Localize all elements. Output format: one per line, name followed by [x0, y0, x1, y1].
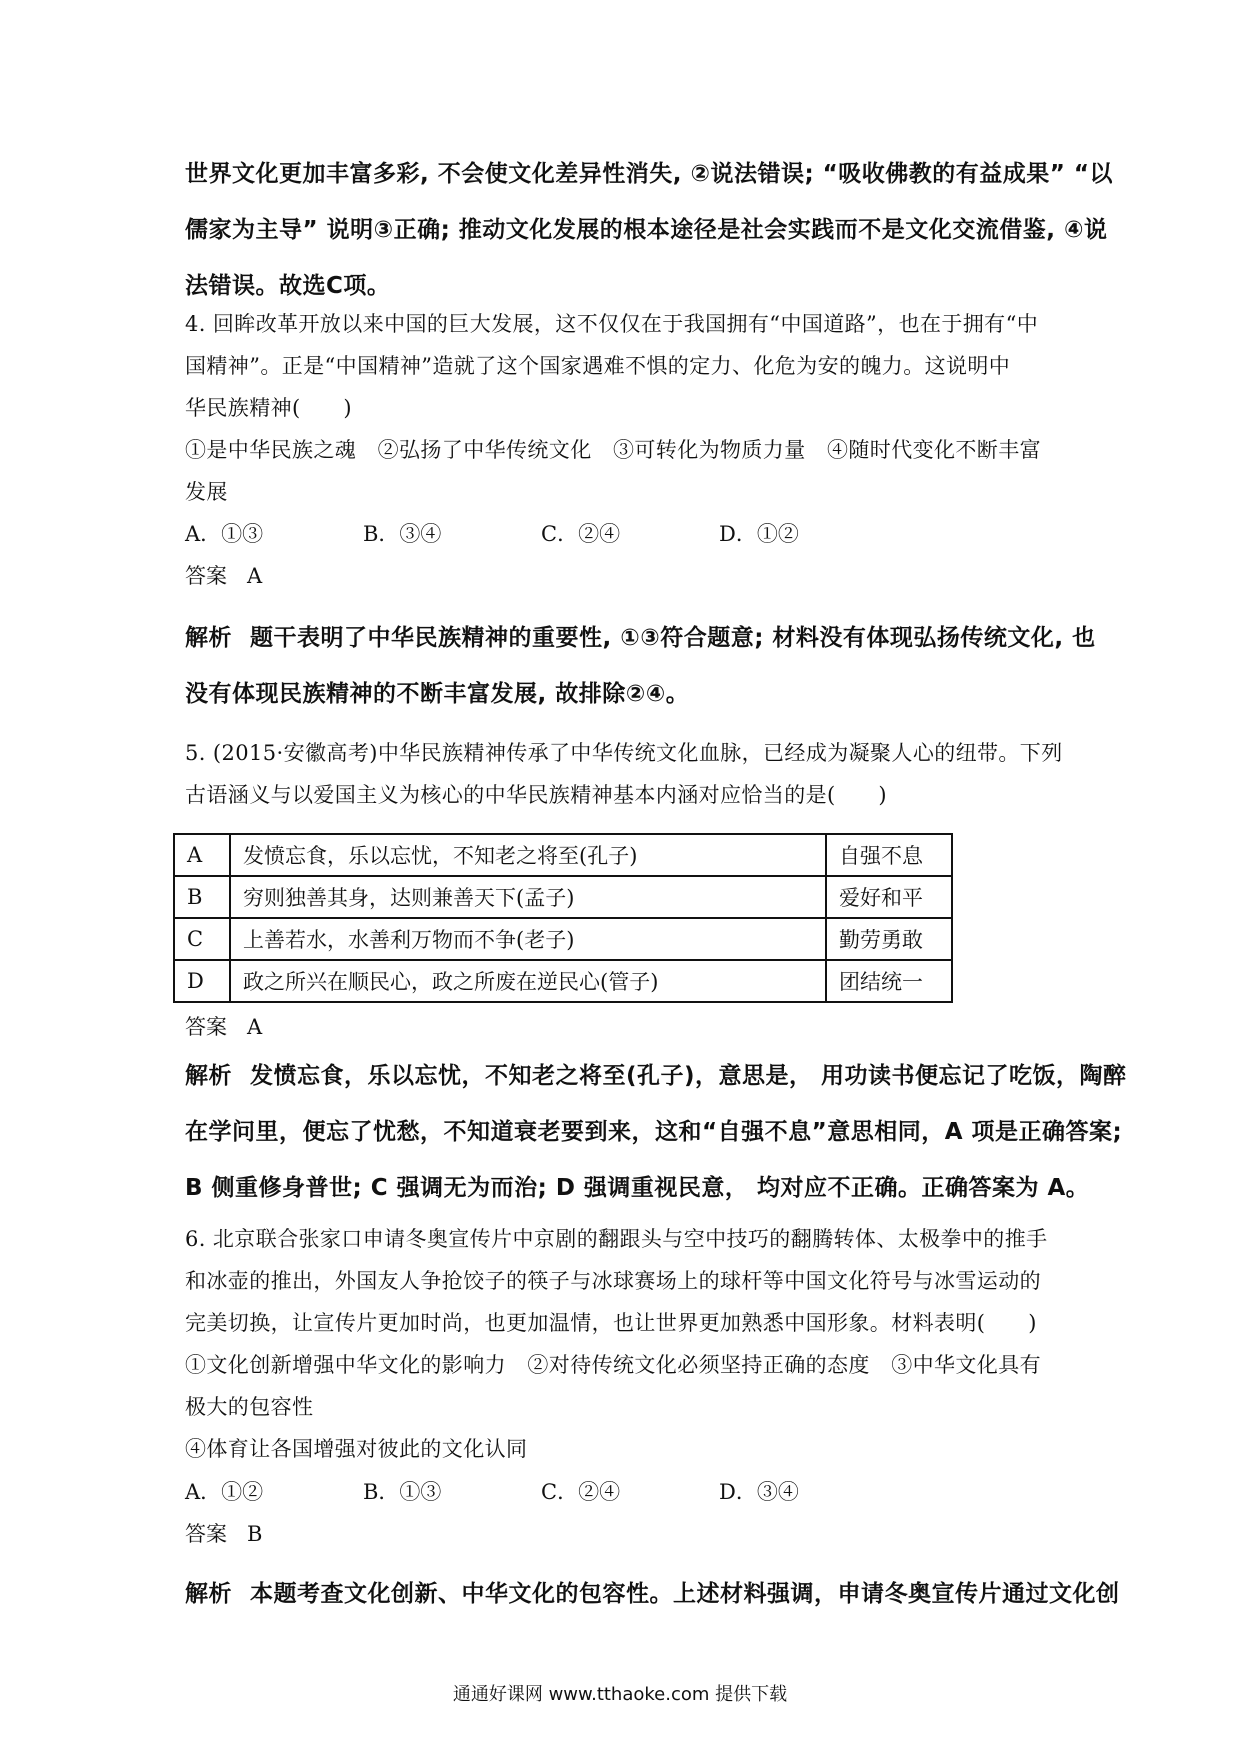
text-line: 5. (2015·安徽高考)中华民族精神传承了中华传统文化血脉，已经成为凝聚人心的纽带。下列: [185, 741, 1063, 765]
answer-label: 答案: [185, 564, 227, 588]
table-row: [174, 960, 952, 1002]
text-line: 华民族精神( ): [185, 396, 352, 420]
explanation-text: 发愤忘食，乐以忘忧，不知老之将至(孔子)，意思是， 用功读书便忘记了吃饭，陶醉: [250, 1063, 1127, 1089]
option-a: A．①②: [185, 1480, 264, 1504]
option-b: B．①③: [363, 1480, 442, 1504]
text-line: 6. 北京联合张家口申请冬奥宣传片中京剧的翻跟头与空中技巧的翻腾转体、太极拳中的推手: [185, 1227, 1048, 1251]
answer-label: 答案: [185, 1015, 227, 1039]
answer-value: A: [247, 564, 263, 588]
table-cell: A: [174, 834, 230, 876]
text-line: B 侧重修身普世; C 强调无为而治; D 强调重视民意， 均对应不正确。正确答案为 A。: [185, 1175, 1090, 1201]
text-line: [185, 1566, 1120, 1622]
text-line: 极大的包容性: [185, 1395, 314, 1419]
option-d: D．③④: [719, 1480, 799, 1504]
text-line: 古语涵义与以爱国主义为核心的中华民族精神基本内涵对应恰当的是( ): [185, 783, 887, 807]
text-line: 法错误。故选C项。: [185, 273, 391, 299]
text-line: 儒家为主导” 说明③正确; 推动文化发展的根本途径是社会实践而不是文化交流借鉴, ④说: [185, 217, 1108, 243]
text-line: 4. 回眸改革开放以来中国的巨大发展，这不仅仅在于我国拥有“中国道路”，也在于拥有“中: [185, 312, 1039, 336]
question-5-explanation: [185, 1048, 1127, 1216]
table-cell: C: [174, 918, 230, 960]
text-line: 完美切换，让宣传片更加时尚，也更加温情，也让世界更加熟悉中国形象。材料表明( ): [185, 1311, 1037, 1335]
option-b: B．③④: [363, 522, 442, 546]
text-line: [185, 1048, 1127, 1104]
page-footer: 通通好课网 www.tthaoke.com 提供下载: [452, 1684, 788, 1705]
text-line: 发展: [185, 480, 228, 504]
question-6-answer: [185, 1513, 1065, 1555]
question-6-explanation: [185, 1566, 1120, 1622]
explanation-text: 题干表明了中华民族精神的重要性, ①③符合题意; 材料没有体现弘扬传统文化, 也: [250, 625, 1096, 651]
text-line: [185, 610, 1096, 666]
answer-label: 答案: [185, 1522, 227, 1546]
explanation-text: 本题考查文化创新、中华文化的包容性。上述材料强调，申请冬奥宣传片通过文化创: [250, 1581, 1120, 1607]
option-c: C．②④: [541, 1480, 621, 1504]
table-cell: 穷则独善其身，达则兼善天下(孟子): [230, 876, 826, 918]
question-6-stem: [185, 1218, 1065, 1470]
question-5-stem: [185, 732, 1065, 816]
table-cell: 团结统一: [826, 960, 952, 1002]
table-cell: 勤劳勇敢: [826, 918, 952, 960]
question-5-answer: [185, 1006, 1065, 1048]
explanation-label: 解析: [185, 625, 232, 651]
answer-value: B: [247, 1522, 263, 1546]
table-cell: D: [174, 960, 230, 1002]
table-row: [174, 876, 952, 918]
option-d: D．①②: [719, 522, 799, 546]
text-line: ①文化创新增强中华文化的影响力 ②对待传统文化必须坚持正确的态度 ③中华文化具有: [185, 1353, 1041, 1377]
explanation-label: 解析: [185, 1063, 232, 1089]
text-line: 和冰壶的推出，外国友人争抢饺子的筷子与冰球赛场上的球杆等中国文化符号与冰雪运动的: [185, 1269, 1041, 1293]
table-cell: 政之所兴在顺民心，政之所废在逆民心(管子): [230, 960, 826, 1002]
table-row: [174, 834, 952, 876]
table-cell: 上善若水，水善利万物而不争(老子): [230, 918, 826, 960]
table-cell: 自强不息: [826, 834, 952, 876]
question-4-explanation: [185, 610, 1096, 722]
question-6-options: [185, 1471, 1065, 1513]
explanation-label: 解析: [185, 1581, 232, 1607]
text-line: ①是中华民族之魂 ②弘扬了中华传统文化 ③可转化为物质力量 ④随时代变化不断丰富: [185, 438, 1041, 462]
question-4-stem: [185, 303, 1065, 513]
table-cell: 爱好和平: [826, 876, 952, 918]
option-c: C．②④: [541, 522, 621, 546]
text-line: ④体育让各国增强对彼此的文化认同: [185, 1437, 528, 1461]
answer-value: A: [247, 1015, 263, 1039]
text-line: 没有体现民族精神的不断丰富发展, 故排除②④。: [185, 681, 690, 707]
table-cell: 发愤忘食，乐以忘忧，不知老之将至(孔子): [230, 834, 826, 876]
text-line: 在学问里，便忘了忧愁，不知道衰老要到来，这和“自强不息”意思相同，A 项是正确答案;: [185, 1119, 1123, 1145]
option-a: A．①③: [185, 522, 264, 546]
question-4-answer: [185, 555, 1065, 597]
text-line: 世界文化更加丰富多彩, 不会使文化差异性消失, ②说法错误; “吸收佛教的有益成果” “以: [185, 161, 1114, 187]
question-4-options: [185, 513, 1065, 555]
continued-explanation: [185, 146, 1114, 314]
text-line: 国精神”。正是“中国精神”造就了这个国家遇难不惧的定力、化危为安的魄力。这说明中: [185, 354, 1011, 378]
question-5-table: [173, 833, 953, 1003]
table-row: [174, 918, 952, 960]
table-cell: B: [174, 876, 230, 918]
